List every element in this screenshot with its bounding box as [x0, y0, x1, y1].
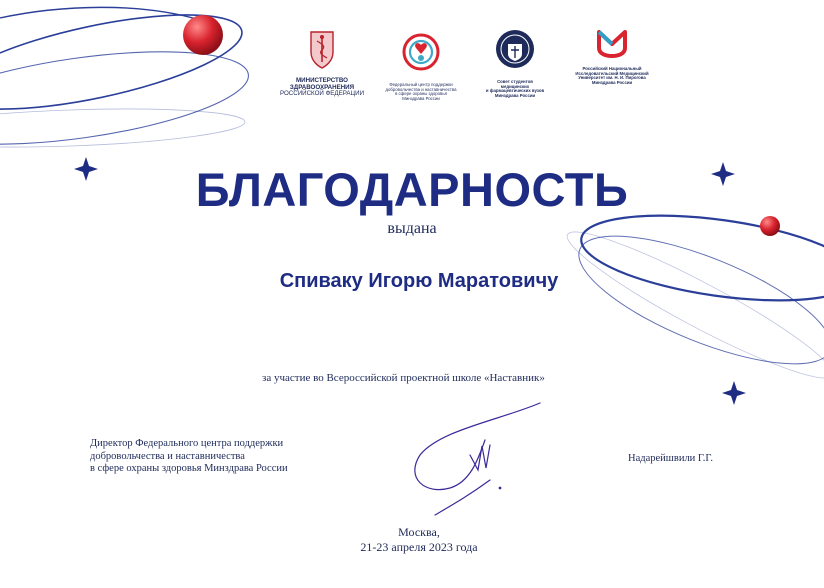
- city: Москва,: [398, 525, 440, 539]
- orbit-line: [557, 215, 824, 395]
- director-position: Директор Федерального центра поддержки добровольчества и наставничества в сфере охраны здоровья Минздрава России: [90, 438, 288, 475]
- volunteer-center-caption: Федеральный центр поддержки добровольчества и наставничества в сфере охраны здоровья Минздрава России: [385, 82, 457, 101]
- certificate-title: БЛАГОДАРНОСТЬ: [195, 163, 629, 216]
- orbit-line: [0, 7, 200, 20]
- red-planet: [183, 15, 223, 55]
- university-caption: Российский Национальный Исследовательский Медицинский Университет им. Н. И. Пирогова Минздрава России: [575, 66, 649, 85]
- ministry-caption: МИНИСТЕРСТВО ЗДРАВООХРАНЕНИЯ РОССИЙСКОЙ ФЕДЕРАЦИИ: [279, 77, 365, 97]
- council-seal-icon: [494, 28, 536, 70]
- signature: [415, 403, 540, 515]
- place-and-date: [0, 525, 824, 555]
- ministry-logo: [262, 28, 382, 98]
- student-council-caption: Совет студентов медицинских и фармацевтических вузов Минздрава России: [485, 79, 545, 98]
- volunteer-center-icon: [399, 30, 443, 74]
- university-logo: [566, 28, 658, 85]
- issued-label: выдана: [387, 220, 437, 237]
- award-reason: за участие во Всероссийской проектной школе «Наставник»: [262, 372, 545, 384]
- volunteer-center-logo: [378, 30, 464, 101]
- university-m-logo-icon: [594, 28, 630, 58]
- ministry-emblem-icon: [308, 28, 336, 70]
- orbit-line: [0, 104, 246, 152]
- recipient-name: Спиваку Игорю Маратовичу: [279, 270, 559, 292]
- star-icon: [722, 381, 746, 405]
- event-date: 21-23 апреля 2023 года: [360, 540, 478, 554]
- student-council-logo: [472, 28, 558, 98]
- orbit-line: [0, 35, 254, 162]
- signer-name: Надарейшвили Г.Г.: [628, 453, 713, 464]
